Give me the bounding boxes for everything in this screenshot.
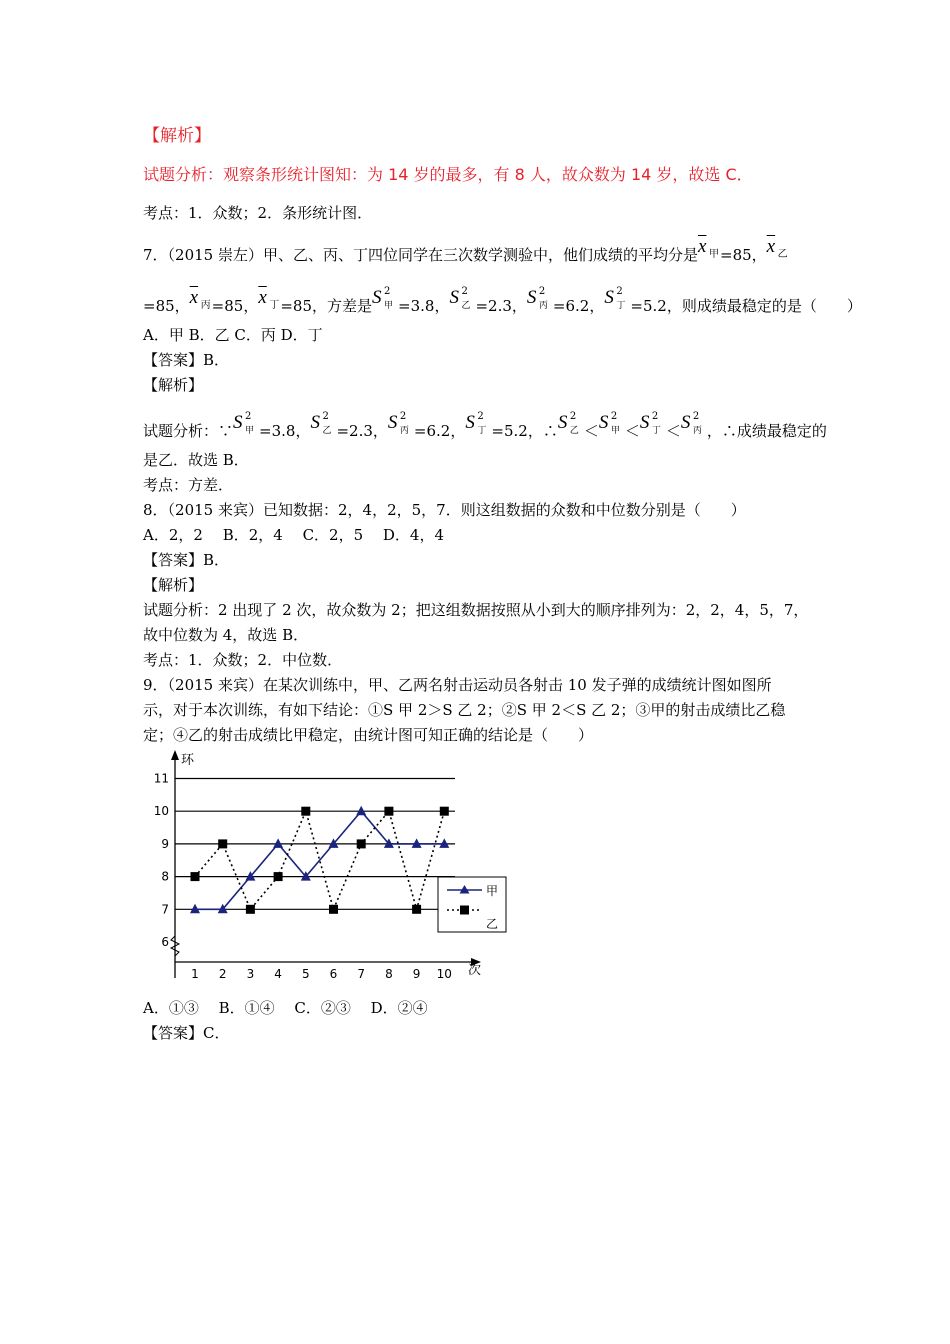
q8-options: A．2，2 B．2，4 C．2，5 D．4，4 [143, 526, 445, 544]
analysis-q6: 试题分析：观察条形统计图知：为 14 岁的最多，有 8 人，故众数为 14 岁，故选 C． [143, 165, 753, 184]
q9-stem-line2: 示，对于本次训练，有如下结论：①S 甲 2＞S 乙 2；②S 甲 2＜S 乙 2；③甲的射击成绩比乙稳 [143, 701, 786, 719]
xbar-jia: $\overline{x}$ 甲 [698, 236, 719, 260]
y-axis-arrow [171, 750, 179, 760]
x-axis-label: 次 [468, 963, 482, 978]
q7-analysis-line1: 试题分析：∵S 2 甲 =3.8，S 2 乙 =2.3，S 2 丙 =6.2，S 2 丁 =5.2，∴S 2 乙 ＜S 2 甲 ＜S 2 丁 ＜S 2 丙 ，∴成绩最稳定的 [143, 411, 827, 440]
s2-bing: S 2 丙 [526, 286, 548, 311]
x-tick-label: 1 [191, 967, 199, 981]
q7-analysis-line2: 是乙．故选 B． [143, 451, 249, 469]
q7-jiexi: 【解析】 [143, 376, 204, 394]
q8-analysis-line2: 故中位数为 4，故选 B． [143, 626, 309, 644]
legend-label-yi: 乙 [486, 917, 499, 931]
point-yi [246, 905, 255, 914]
x-tick-label: 7 [357, 967, 366, 981]
point-jia [273, 838, 283, 848]
q7-answer: 【答案】B． [143, 351, 230, 369]
xbar-bing: $\overline{x}$ 丙 [189, 287, 211, 311]
q9-stem-line1: 9．（2015 来宾）在某次训练中，甲、乙两名射击运动员各射击 10 发子弹的成绩统计图如图所 [143, 676, 772, 694]
q7-stem-text: 7．（2015 崇左）甲、乙、丙、丁四位同学在三次数学测验中，他们成绩的平均分是 [143, 246, 698, 264]
q7-stem-line2: =85，$\overline{x}$ 丙 =85，$\overline{x}$ 丁 =85，方差是S 2 甲 =3.8，S 2 乙 =2.3，S 2 丙 =6.2，S 2 丁 =5.2，则成绩最稳定的是（ ） [143, 286, 862, 315]
x-tick-label: 6 [329, 967, 338, 981]
y-tick-label: 6 [161, 935, 169, 949]
kaodian-q6: 考点：1．众数；2．条形统计图． [143, 204, 373, 222]
y-tick-label: 10 [153, 804, 169, 819]
point-yi [218, 839, 227, 848]
point-yi [274, 872, 283, 881]
q8-kaodian: 考点：1．众数；2．中位数． [143, 651, 343, 669]
x-tick-label: 3 [246, 967, 255, 981]
y-tick-label: 11 [153, 771, 169, 786]
x-tick-label: 2 [218, 967, 227, 981]
series-line-jia [195, 811, 444, 909]
legend-label-jia: 甲 [486, 884, 499, 898]
q8-answer: 【答案】B． [143, 551, 230, 569]
x-tick-label: 10 [436, 967, 452, 981]
x-tick-label: 9 [412, 967, 421, 981]
point-yi [412, 905, 421, 914]
q7-options: A．甲 B．乙 C．丙 D．丁 [143, 326, 323, 344]
point-yi [191, 872, 200, 881]
point-yi [329, 905, 338, 914]
legend-marker-yi [460, 906, 469, 915]
q7-kaodian: 考点：方差． [143, 476, 234, 494]
q7-stem-line1: 7．（2015 崇左）甲、乙、丙、丁四位同学在三次数学测验中，他们成绩的平均分是$\overline{x}$ 甲 =85，$\overline{x}$ 乙 [143, 236, 788, 264]
s2-jia: S 2 甲 [372, 286, 394, 311]
point-yi [357, 839, 366, 848]
q9-answer: 【答案】C． [143, 1024, 230, 1042]
q9-stem-line3: 定；④乙的射击成绩比甲稳定，由统计图可知正确的结论是（ ） [143, 726, 594, 744]
point-jia [356, 806, 366, 816]
x-tick-label: 8 [385, 967, 393, 981]
y-tick-label: 7 [161, 902, 169, 917]
q8-analysis-line1: 试题分析：2 出现了 2 次，故众数为 2；把这组数据按照从小到大的顺序排列为：2，2，4，5，7， [143, 601, 809, 619]
x-tick-label: 5 [301, 967, 310, 981]
q8-stem: 8．（2015 来宾）已知数据：2，4，2，5，7．则这组数据的众数和中位数分别是（ ） [143, 501, 746, 519]
q9-options: A．①③ B．①④ C．②③ D．②④ [143, 999, 428, 1017]
xbar-yi: $\overline{x}$ 乙 [766, 236, 788, 260]
y-tick-label: 8 [161, 869, 169, 884]
s2-yi: S 2 乙 [449, 286, 471, 311]
x-tick-label: 4 [274, 967, 282, 981]
jiexi-heading: 【解析】 [143, 126, 211, 146]
xbar-ding: $\overline{x}$ 丁 [258, 287, 280, 311]
point-yi [384, 807, 393, 816]
y-axis-label: 环 [181, 753, 195, 768]
shooting-score-chart [150, 750, 510, 990]
q8-jiexi: 【解析】 [143, 576, 204, 594]
s2-ding: S 2 丁 [604, 286, 626, 311]
point-yi [440, 807, 449, 816]
point-yi [301, 807, 310, 816]
y-tick-label: 9 [161, 836, 169, 851]
